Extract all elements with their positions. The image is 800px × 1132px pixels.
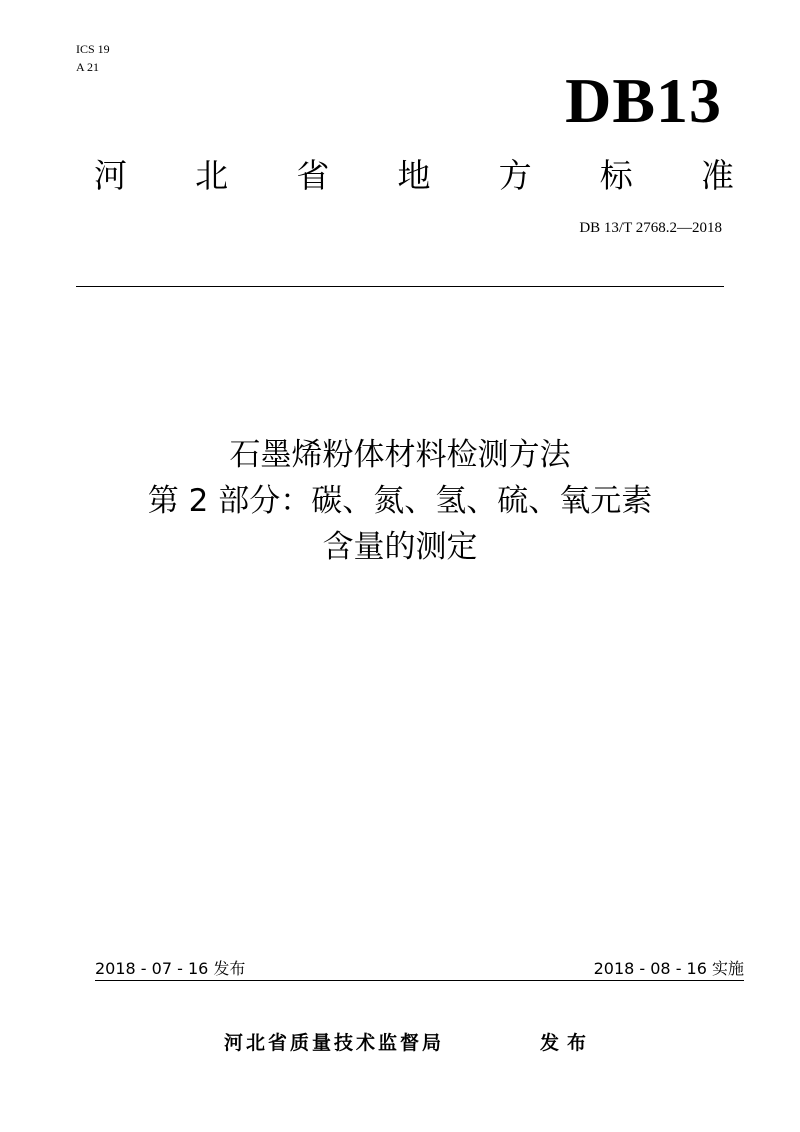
title-line-1: 石墨烯粉体材料检测方法 (229, 437, 571, 473)
standard-type-char: 标 (599, 156, 633, 195)
standard-type-char: 省 (296, 156, 330, 195)
standard-type-char: 地 (397, 156, 431, 195)
standard-number: DB 13/T 2768.2—2018 (579, 220, 722, 236)
bottom-divider (95, 980, 744, 981)
standard-type-char: 方 (498, 156, 532, 195)
implementation-date: 2018 - 08 - 16 实施 (593, 959, 744, 978)
issuing-action: 发布 (540, 1032, 595, 1054)
title-line-2: 第 2 部分：碳、氮、氢、硫、氧元素 (147, 483, 653, 519)
standard-type-char: 河 (94, 156, 127, 195)
standard-type-heading (94, 154, 734, 198)
classification-codes (76, 40, 110, 76)
ics-code: ICS 19 (76, 42, 110, 56)
standard-type-char: 准 (700, 156, 734, 195)
ccs-code: A 21 (76, 60, 100, 74)
publication-date: 2018 - 07 - 16 发布 (95, 959, 246, 978)
title-line-3: 含量的测定 (322, 529, 478, 565)
document-title (0, 432, 800, 570)
standard-type-char: 北 (195, 156, 229, 195)
standard-code-logo: DB13 (565, 65, 722, 136)
top-divider (76, 286, 724, 287)
issuing-authority: 河北省质量技术监督局 (224, 1032, 445, 1054)
